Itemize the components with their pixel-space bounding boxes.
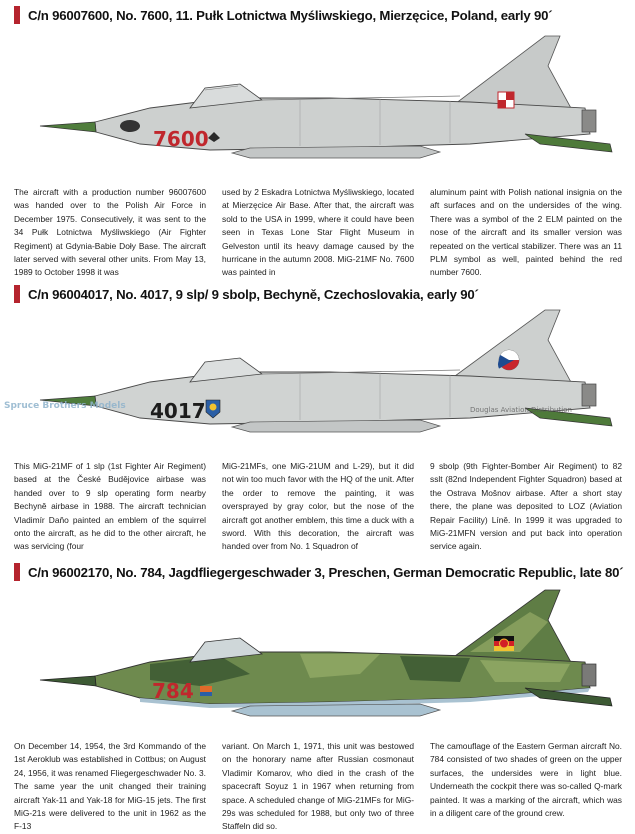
- aircraft-number: 784: [152, 679, 194, 703]
- description-column: 9 sbolp (9th Fighter-Bomber Air Regiment) to 82 sslt (82nd Independent Fighter Squadron) based at the Ostrava Mošnov airbase. After a short stay there, the plane was deposited to LOZ (Aviation Repair Facility) Líně. In 1999 it was upgraded to MiG-21MFN version and put back into operation service again.: [430, 461, 622, 552]
- aircraft-number: 4017: [150, 399, 206, 423]
- description-column: aluminum paint with Polish national insignia on the aft surfaces and on the undersides of the wing. There was a symbol of the 2 ELM painted on the nose of the aircraft and its smaller version was repeated on the vertical stabilizer. There was an 11 PLM symbol as well, painted behind the red number 7600.: [430, 187, 622, 278]
- section-title: C/n 96007600, No. 7600, 11. Pułk Lotnictwa Myśliwskiego, Mierzęcice, Poland, early 90´: [28, 7, 553, 23]
- aircraft-profile-illustration: [0, 304, 635, 454]
- section-title: C/n 96004017, No. 4017, 9 slp/ 9 sbolp, Bechyně, Czechoslovakia, early 90´: [28, 286, 479, 302]
- description-columns: [14, 740, 622, 834]
- section-header: [14, 562, 623, 582]
- nose-cone: [40, 122, 96, 132]
- description-column: The aircraft with a production number 96007600 was handed over to the Polish Air Force in December 1975. Consecutively, it was sent to the 34 Pułk Lotnictwa Myśliwskiego (Air Fighter Regiment) at Gdynia-Babie Doły Base. The aircraft later served with several other units. From May 13, 1989 to October 1998 it was: [14, 187, 206, 278]
- external-fuel-tank: [232, 420, 440, 432]
- accent-bar: [14, 6, 20, 24]
- aircraft-number: 7600: [153, 127, 209, 151]
- accent-bar: [14, 563, 20, 581]
- watermark-right: Douglas Aviation Distribution: [470, 406, 572, 414]
- description-column: MiG-21MFs, one MiG-21UM and L-29), but it did not win too much favor with the HQ of the unit. After the order to remove the painting, it was oversprayed by gray color, but the nose of the aircraft got another emblem, this time a duck with a sword. With this decoration, the aircraft was handed over from No. 1 Squadron of: [222, 461, 414, 552]
- nose-cone: [40, 676, 96, 686]
- profile-section-1: [0, 0, 635, 282]
- horizontal-stabilizer: [525, 134, 612, 152]
- description-column: On December 14, 1954, the 3rd Kommando of the 1st Aeroklub was established in Cottbus; on August 24, 1956, it was renamed Fliegergeschwader No. 3. The same year the unit changed their training aircraft Yak-11 and Yak-18 for MiG-15 jets. The first MiG-21s were delivered to the unit in 1962 as the F-13: [14, 741, 206, 832]
- description-column: variant. On March 1, 1971, this unit was bestowed on the honorary name after Russian cosmonaut Vladimir Komarov, who died in the crash of the spacecraft Soyuz 1 in 1967 when returning from space. A scheduled change of MiG-21MFs for MiG-29s was scheduled for 1988, but only two of three Staffeln did so.: [222, 741, 414, 832]
- polish-insignia: [498, 92, 514, 108]
- q-mark-emblem: [200, 686, 212, 696]
- description-column: This MiG-21MF of 1 slp (1st Fighter Air Regiment) based at the České Budějovice airbase was handed over to 9 slp operating form nearby Bechyně airbase in 1988. The aircraft technician Vladimír Daňo painted an emblem of the squirrel onto the aircraft, as he did to the other aircraft, he was servicing (four: [14, 461, 206, 552]
- description-columns: [14, 186, 622, 280]
- external-fuel-tank: [232, 704, 440, 716]
- watermark-left: Spruce Brothers Models: [4, 401, 126, 411]
- aircraft-profile-illustration: [0, 26, 635, 176]
- profile-section-3: [0, 558, 635, 832]
- section-header: [14, 284, 479, 304]
- aircraft-profile-illustration: [0, 582, 635, 734]
- description-column: The camouflage of the Eastern German aircraft No. 784 consisted of two shades of green on the upper surfaces, the undersides were in light blue. Underneath the cockpit there was so-called Q-mark painted. It was a marking of the aircraft, which was in a diligent care of the ground crew.: [430, 741, 622, 819]
- unit-emblem: [120, 120, 140, 132]
- profile-section-2: [0, 282, 635, 558]
- section-title: C/n 96002170, No. 784, Jagdfliegergeschwader 3, Preschen, German Democratic Republic, late 80´: [28, 564, 624, 580]
- description-column: used by 2 Eskadra Lotnictwa Myśliwskiego, located at Mierzęcice Air Base. After that, the aircraft was sold to the USA in 1999, where it could have been seen in Texas Lone Star Flight Museum in Gelveston until its heavy damage caused by the hurricane in the autumn 2008. MiG-21MF No. 7600 was painted in: [222, 187, 414, 278]
- description-columns: [14, 460, 622, 554]
- accent-bar: [14, 285, 20, 303]
- vertical-stabilizer: [455, 310, 572, 384]
- gdr-insignia: [494, 636, 514, 651]
- section-header: [14, 5, 552, 25]
- external-fuel-tank: [232, 146, 440, 158]
